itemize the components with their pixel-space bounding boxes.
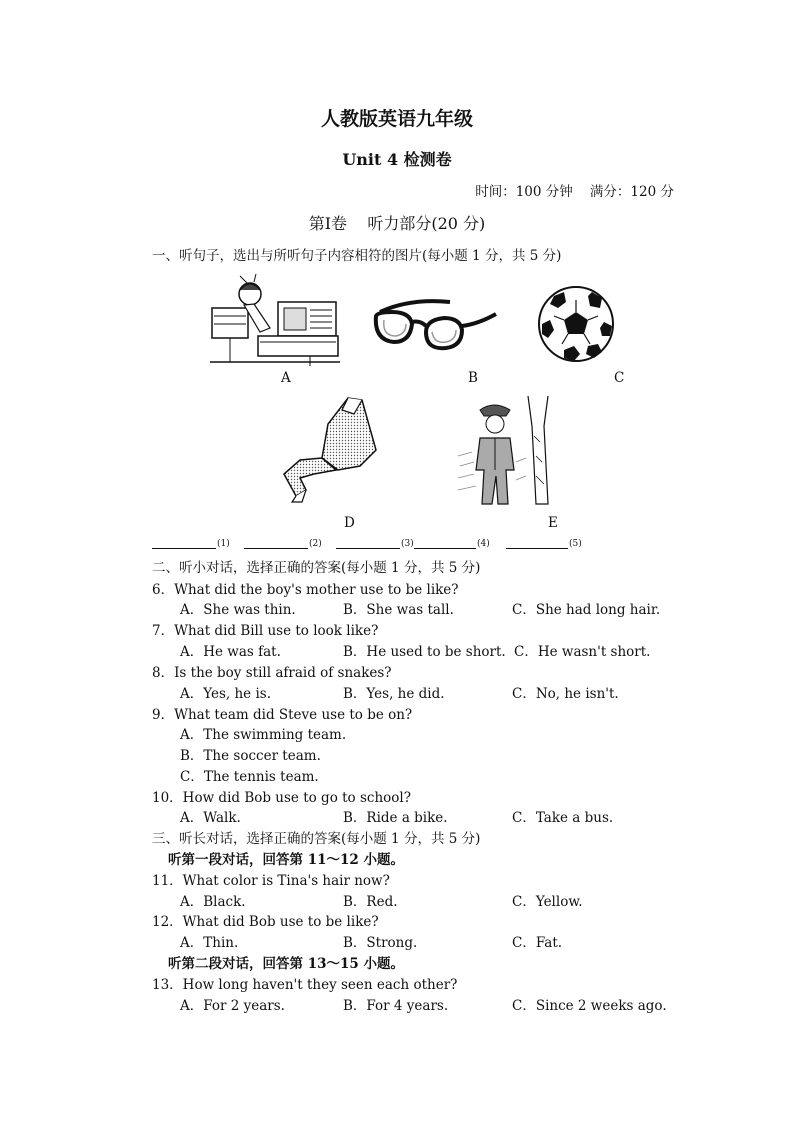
option-a[interactable]: A．She was thin. bbox=[180, 602, 296, 618]
question-11: 11．What color is Tina's hair now? bbox=[152, 873, 390, 889]
question-6: 6．What did the boy's mother use to be like? bbox=[152, 582, 459, 598]
option-a[interactable]: A．Walk. bbox=[180, 810, 241, 826]
option-c[interactable]: C．She had long hair. bbox=[512, 602, 661, 618]
option-b[interactable]: B．Ride a bike. bbox=[343, 810, 448, 826]
picture-e-label: E bbox=[548, 515, 558, 531]
question-7: 7．What did Bill use to look like? bbox=[152, 623, 379, 639]
blank-number: (5) bbox=[569, 539, 582, 549]
section2-heading: 二、听小对话，选择正确的答案(每小题 1 分，共 5 分) bbox=[152, 560, 481, 576]
question-9: 9．What team did Steve use to be on? bbox=[152, 707, 413, 723]
page-title: 人教版英语九年级 bbox=[320, 108, 473, 130]
blank-number: (1) bbox=[217, 539, 230, 549]
option-b[interactable]: B．He used to be short. bbox=[343, 644, 506, 660]
option-c[interactable]: C．Since 2 weeks ago. bbox=[512, 998, 667, 1014]
option-a[interactable]: A．Black. bbox=[180, 894, 246, 910]
option-c[interactable]: C．The tennis team. bbox=[180, 769, 319, 785]
option-b[interactable]: B．Strong. bbox=[343, 935, 418, 951]
question-13: 13．How long haven't they seen each other? bbox=[152, 977, 458, 993]
time-info: 时间：100 分钟 满分：120 分 bbox=[475, 184, 674, 200]
option-c[interactable]: C．Take a bus. bbox=[512, 810, 614, 826]
answer-blank-2[interactable] bbox=[244, 530, 322, 550]
picture-b-label: B bbox=[468, 370, 478, 386]
option-b[interactable]: B．For 4 years. bbox=[343, 998, 449, 1014]
blank-number: (3) bbox=[401, 539, 414, 549]
option-a[interactable]: A．Thin. bbox=[180, 935, 239, 951]
section3-heading: 三、听长对话，选择正确的答案(每小题 1 分，共 5 分) bbox=[152, 831, 481, 847]
question-10: 10．How did Bob use to go to school? bbox=[152, 790, 411, 806]
blank-number: (2) bbox=[309, 539, 322, 549]
blank-number: (4) bbox=[477, 539, 490, 549]
boy-computer-icon bbox=[210, 270, 340, 368]
question-8: 8．Is the boy still afraid of snakes? bbox=[152, 665, 392, 681]
dialog1-instruction: 听第一段对话，回答第 11～12 小题。 bbox=[168, 852, 404, 868]
option-a[interactable]: A．Yes, he is. bbox=[180, 686, 271, 702]
option-b[interactable]: B．Red. bbox=[343, 894, 398, 910]
option-b[interactable]: B．She was tall. bbox=[343, 602, 454, 618]
shirt-icon bbox=[278, 394, 384, 504]
option-b[interactable]: B．Yes, he did. bbox=[343, 686, 445, 702]
answer-blank-5[interactable] bbox=[506, 530, 582, 550]
part-title: 第Ⅰ卷 听力部分(20 分) bbox=[308, 214, 486, 233]
picture-c-label: C bbox=[614, 370, 625, 386]
answer-blank-3[interactable] bbox=[336, 530, 414, 550]
guard-tree-icon bbox=[456, 396, 550, 506]
option-c[interactable]: C．Yellow. bbox=[512, 894, 583, 910]
option-c[interactable]: C．He wasn't short. bbox=[514, 644, 651, 660]
soccer-ball-icon bbox=[536, 284, 616, 364]
option-a[interactable]: A．For 2 years. bbox=[180, 998, 285, 1014]
option-c[interactable]: C．Fat. bbox=[512, 935, 563, 951]
answer-blank-1[interactable] bbox=[152, 530, 230, 550]
option-a[interactable]: A．The swimming team. bbox=[180, 727, 347, 743]
option-a[interactable]: A．He was fat. bbox=[180, 644, 281, 660]
answer-blank-4[interactable] bbox=[414, 530, 490, 550]
picture-a-label: A bbox=[281, 370, 291, 386]
section1-heading: 一、听句子，选出与所听句子内容相符的图片(每小题 1 分，共 5 分) bbox=[152, 248, 562, 264]
picture-d-label: D bbox=[344, 515, 355, 531]
option-b[interactable]: B．The soccer team. bbox=[180, 748, 321, 764]
dialog2-instruction: 听第二段对话，回答第 13～15 小题。 bbox=[168, 956, 404, 972]
glasses-icon bbox=[370, 294, 504, 354]
option-c[interactable]: C．No, he isn't. bbox=[512, 686, 619, 702]
question-12: 12．What did Bob use to be like? bbox=[152, 914, 379, 930]
unit-subtitle: Unit 4 检测卷 bbox=[342, 150, 452, 169]
